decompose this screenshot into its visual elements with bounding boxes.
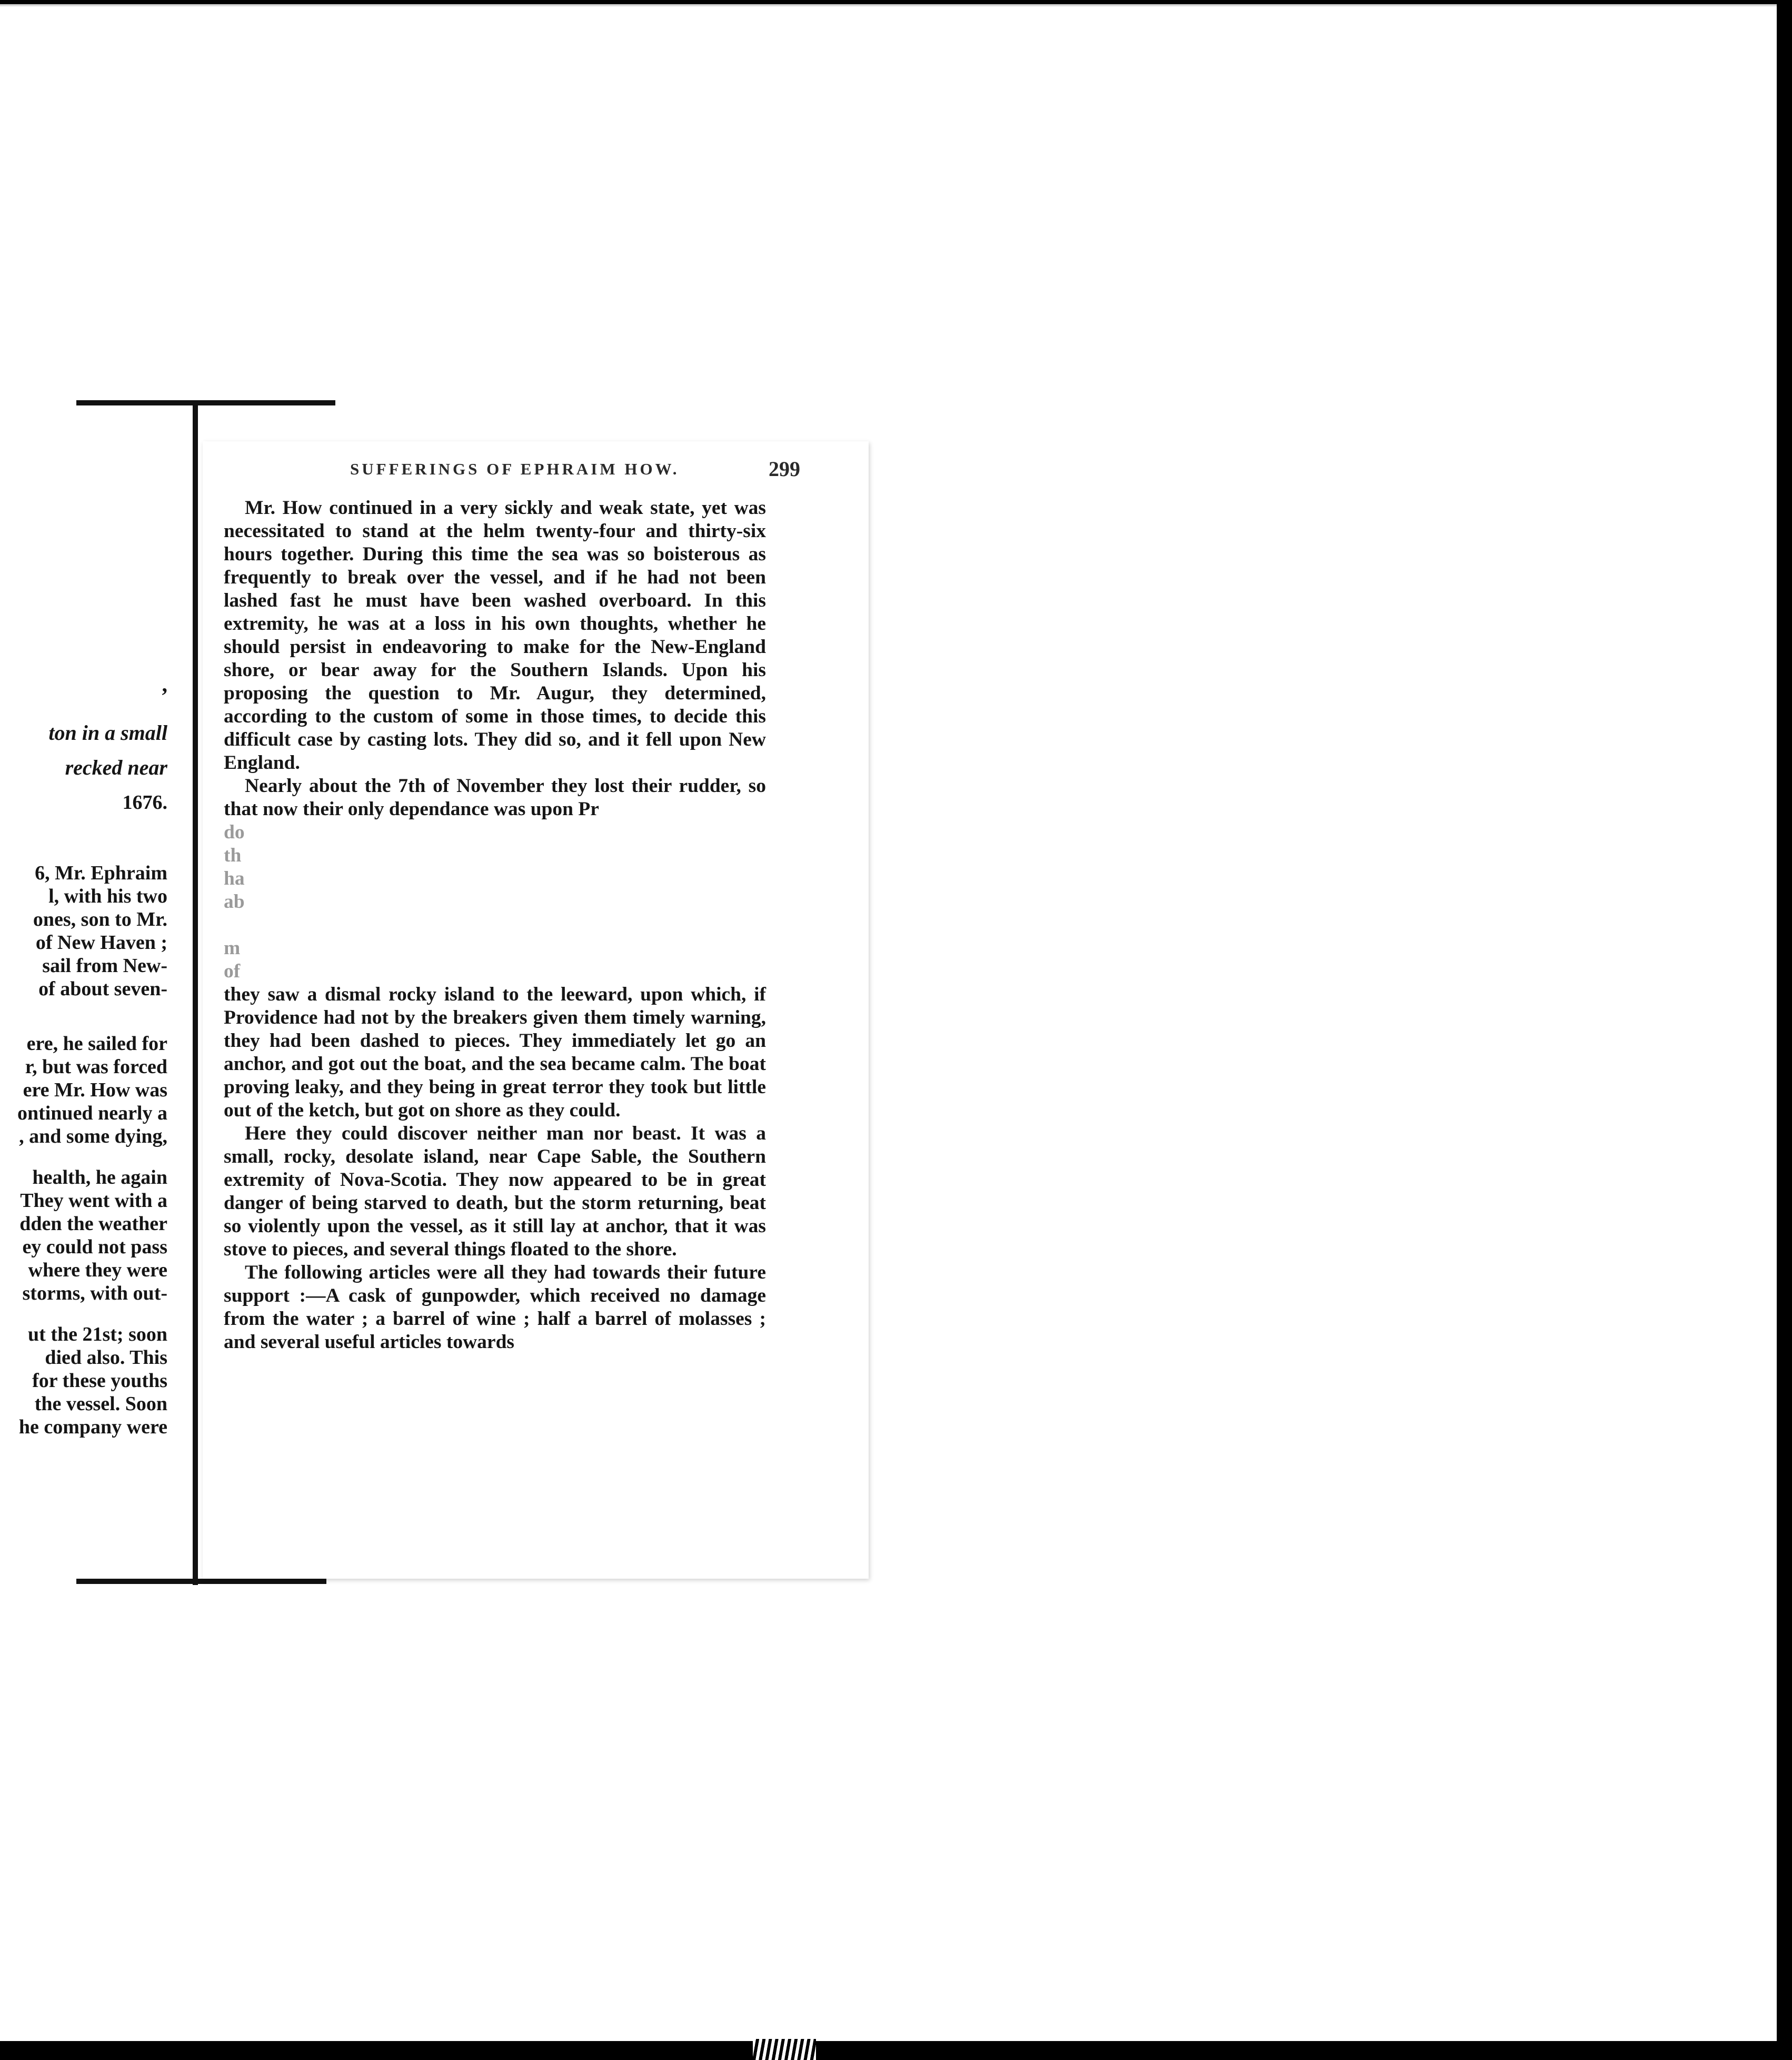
left-line: 1676. bbox=[122, 791, 167, 814]
left-line: sail from New- bbox=[42, 955, 167, 977]
left-line: died also. This bbox=[45, 1346, 167, 1369]
top-edge-line bbox=[0, 4, 1777, 6]
left-line: where they were bbox=[28, 1259, 167, 1281]
running-head bbox=[326, 457, 800, 486]
left-line: 6, Mr. Ephraim bbox=[35, 862, 167, 884]
book-page bbox=[203, 441, 869, 1579]
left-line: , and some dying, bbox=[19, 1125, 167, 1147]
left-line: for these youths bbox=[32, 1370, 167, 1392]
left-line: he company were bbox=[18, 1416, 167, 1438]
faded-line: m bbox=[224, 937, 241, 959]
crop-mark-vertical-bar bbox=[193, 400, 198, 1585]
page-number: 299 bbox=[769, 457, 800, 481]
left-line: ut the 21st; soon bbox=[28, 1323, 167, 1345]
left-line: r, but was forced bbox=[25, 1056, 167, 1078]
left-line: of New Haven ; bbox=[35, 932, 167, 954]
left-line: recked near bbox=[65, 756, 167, 779]
paragraph: Here they could discover neither man nor beast. It was a small, rocky, desolate island, near Cape Sable, the Southern extremity of Nova-Scotia. They now appeared to be in great danger of being starved to death, but the storm returning, beat so violently upon the vessel, as it still lay at anchor, that it was stove to pieces, and several things floated to the shore. bbox=[224, 1123, 766, 1260]
left-line: ton in a small bbox=[48, 721, 167, 745]
paragraph: Mr. How continued in a very sickly and weak state, yet was necessitated to stand at the helm twenty-four and thirty-six hours together. During this time the sea was so boisterous as frequently to break over the vessel, and if he had not been lashed fast he must have been washed overboard. In this extremity, he was at a loss in his own thoughts, whether he should persist in endeavoring to make for the New-England shore, or bear away for the Southern Islands. Upon his proposing the question to Mr. Augur, they determined, according to the custom of some in those times, to decide this difficult case by casting lots. They did so, and it fell upon New England. bbox=[224, 497, 766, 774]
left-line: , bbox=[162, 672, 167, 697]
left-line: dden the weather bbox=[19, 1213, 167, 1235]
faded-line: do bbox=[224, 821, 245, 843]
paragraph: Nearly about the 7th of November they lost their rudder, so that now their only dependance was upon Pr bbox=[224, 775, 766, 820]
left-line: ones, son to Mr. bbox=[33, 908, 167, 930]
left-line: ere Mr. How was bbox=[23, 1079, 167, 1101]
scan-edge-artifact bbox=[753, 2039, 816, 2060]
left-line: health, he again bbox=[32, 1166, 167, 1189]
left-line: ere, he sailed for bbox=[26, 1033, 167, 1055]
left-facing-page-fragment bbox=[0, 4, 190, 1584]
faded-line: th bbox=[224, 845, 242, 866]
left-line: the vessel. Soon bbox=[34, 1393, 167, 1415]
left-line: ey could not pass bbox=[22, 1236, 167, 1258]
running-head-title: SUFFERINGS OF EPHRAIM HOW. bbox=[350, 460, 680, 478]
crop-mark-bottom-bar bbox=[76, 1579, 326, 1584]
paragraph: they saw a dismal rocky island to the leeward, upon which, if Providence had not by the breakers given them timely warning, they had been dashed to pieces. They immediately let go an anchor, and got out the boat, and the sea became calm. The boat proving leaky, and they being in great terror they took but little out of the ketch, but got on shore as they could. bbox=[224, 984, 766, 1121]
left-line: storms, with out- bbox=[22, 1282, 167, 1304]
faded-line: ab bbox=[224, 891, 245, 913]
left-line: l, with his two bbox=[48, 885, 167, 907]
scanned-sheet bbox=[0, 4, 1777, 2041]
faded-line: ha bbox=[224, 868, 245, 889]
left-line: of about seven- bbox=[38, 978, 167, 1000]
paragraph: The following articles were all they had towards their future support :—A cask of gunpowder, which received no damage from the water ; a barrel of wine ; half a barrel of molasses ; and several useful articles towards bbox=[224, 1262, 766, 1353]
crop-mark-top-bar bbox=[76, 400, 335, 405]
left-line: ontinued nearly a bbox=[17, 1102, 167, 1124]
left-line: They went with a bbox=[20, 1190, 167, 1212]
faded-line: of bbox=[224, 960, 241, 982]
page-body-text bbox=[224, 497, 766, 1354]
